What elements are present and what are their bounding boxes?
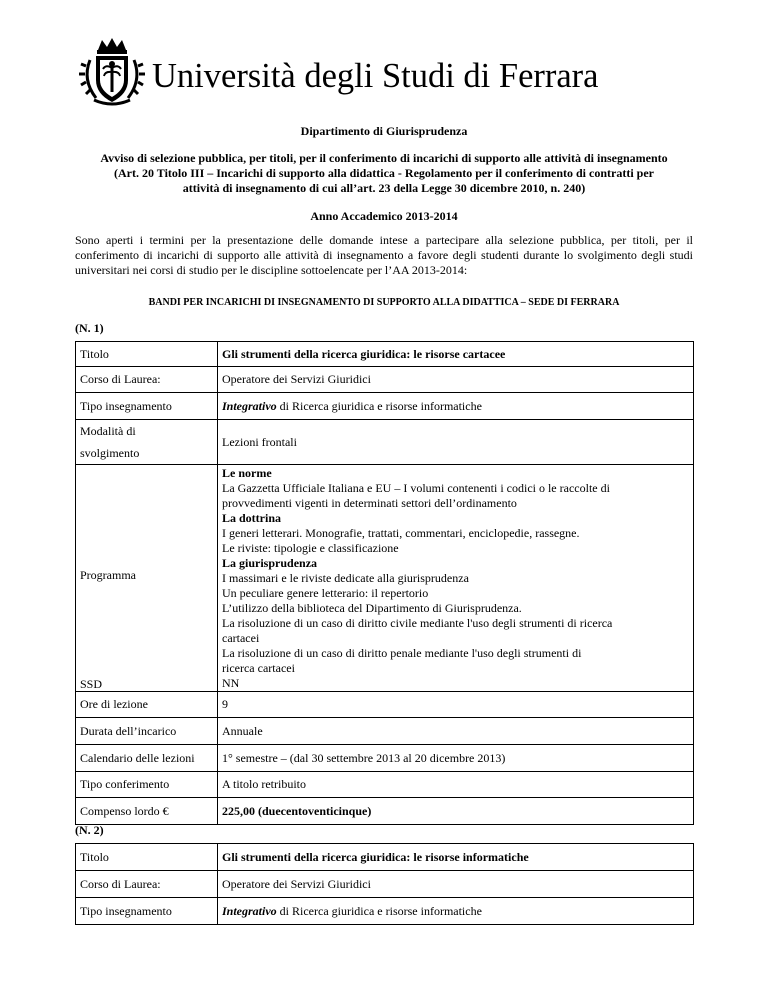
tipo-label: Tipo insegnamento bbox=[76, 898, 218, 925]
tipo-value-rest: di Ricerca giuridica e risorse informatiche bbox=[276, 903, 482, 918]
programma-line: I massimari e le riviste dedicate alla giurisprudenza bbox=[222, 570, 469, 585]
notice-title-line: (Art. 20 Titolo III – Incarichi di supporto alla didattica - Regolamento per il conferimento di contratti per bbox=[114, 166, 654, 180]
table-row bbox=[76, 844, 694, 871]
table-row bbox=[76, 393, 694, 420]
ore-value: 9 bbox=[218, 692, 694, 718]
calendario-label: Calendario delle lezioni bbox=[76, 745, 218, 772]
table-row bbox=[76, 718, 694, 745]
bando-number: (N. 2) bbox=[75, 823, 104, 837]
titolo-value: Gli strumenti della ricerca giuridica: le risorse informatiche bbox=[218, 844, 694, 871]
modalita-value: Lezioni frontali bbox=[218, 420, 694, 465]
programma-line: cartacei bbox=[222, 630, 260, 645]
programma-line: La risoluzione di un caso di diritto civile mediante l'uso degli strumenti di ricerca bbox=[222, 615, 613, 630]
table-row bbox=[76, 772, 694, 798]
tipo-value bbox=[218, 393, 694, 420]
department-name: Dipartimento di Giurisprudenza bbox=[300, 124, 468, 138]
tipo-value-emphasis: Integrativo bbox=[222, 903, 277, 918]
university-name: Università degli Studi di Ferrara bbox=[152, 57, 599, 95]
programma-label-cell bbox=[76, 465, 218, 692]
programma-line: Le riviste: tipologie e classificazione bbox=[222, 540, 399, 555]
bando-table-2 bbox=[75, 843, 694, 925]
durata-value: Annuale bbox=[218, 718, 694, 745]
programma-line: La risoluzione di un caso di diritto penale mediante l'uso degli strumenti di bbox=[222, 645, 582, 660]
titolo-label: Titolo bbox=[76, 342, 218, 367]
programma-line: La Gazzetta Ufficiale Italiana e EU – I volumi contenenti i codici o le raccolte di bbox=[222, 480, 610, 495]
corso-label: Corso di Laurea: bbox=[76, 367, 218, 393]
compenso-label: Compenso lordo € bbox=[76, 798, 218, 825]
programma-label: Programma bbox=[80, 568, 136, 582]
tipo-label: Tipo insegnamento bbox=[76, 393, 218, 420]
programma-value bbox=[218, 465, 694, 692]
notice-title bbox=[70, 151, 698, 196]
modalita-label bbox=[76, 420, 218, 465]
programma-line: Un peculiare genere letterario: il repertorio bbox=[222, 585, 429, 600]
programma-line: Le norme bbox=[222, 465, 272, 480]
table-row bbox=[76, 367, 694, 393]
table-row bbox=[76, 420, 694, 465]
titolo-value: Gli strumenti della ricerca giuridica: le risorse cartacee bbox=[218, 342, 694, 367]
corso-label: Corso di Laurea: bbox=[76, 871, 218, 898]
modalita-label-line: Modalità di bbox=[80, 424, 136, 438]
tipo-value bbox=[218, 898, 694, 925]
ssd-label: SSD bbox=[80, 677, 103, 691]
conferimento-label: Tipo conferimento bbox=[76, 772, 218, 798]
ssd-value: NN bbox=[222, 675, 240, 690]
programma-line: I generi letterari. Monografie, trattati, commentari, enciclopedie, rassegne. bbox=[222, 525, 580, 540]
programma-line: ricerca cartacei bbox=[222, 660, 295, 675]
titolo-label: Titolo bbox=[76, 844, 218, 871]
bando-number: (N. 1) bbox=[75, 321, 104, 335]
table-row bbox=[76, 745, 694, 772]
calendario-value: 1° semestre – (dal 30 settembre 2013 al 20 dicembre 2013) bbox=[218, 745, 694, 772]
bando-table-1 bbox=[75, 341, 694, 825]
conferimento-value: A titolo retribuito bbox=[218, 772, 694, 798]
table-row bbox=[76, 465, 694, 692]
programma-line: provvedimenti vigenti in determinati settori dell’ordinamento bbox=[222, 495, 517, 510]
ore-label: Ore di lezione bbox=[76, 692, 218, 718]
bandi-heading: BANDI PER INCARICHI DI INSEGNAMENTO DI SUPPORTO ALLA DIDATTICA – SEDE DI FERRARA bbox=[148, 297, 620, 308]
academic-year: Anno Accademico 2013-2014 bbox=[310, 209, 458, 223]
durata-label: Durata dell’incarico bbox=[76, 718, 218, 745]
university-crest-logo bbox=[76, 36, 148, 108]
tipo-value-emphasis: Integrativo bbox=[222, 398, 277, 413]
corso-value: Operatore dei Servizi Giuridici bbox=[218, 367, 694, 393]
table-row bbox=[76, 342, 694, 367]
intro-paragraph: Sono aperti i termini per la presentazione delle domande intese a partecipare alla selezione pubblica, per titoli, per il conferimento di incarichi di supporto alle attività di insegnamento a favore degli studenti durante lo svolgimento degli studi universitari nei corsi di studio per le discipline sottoelencate per l’AA 2013-2014: bbox=[75, 233, 693, 277]
programma-line: La dottrina bbox=[222, 510, 282, 525]
tipo-value-rest: di Ricerca giuridica e risorse informatiche bbox=[276, 398, 482, 413]
programma-line: La giurisprudenza bbox=[222, 555, 318, 570]
table-row bbox=[76, 871, 694, 898]
compenso-value: 225,00 (duecentoventicinque) bbox=[218, 798, 694, 825]
table-row bbox=[76, 692, 694, 718]
table-row bbox=[76, 898, 694, 925]
programma-line: L’utilizzo della biblioteca del Dipartimento di Giurisprudenza. bbox=[222, 600, 522, 615]
notice-title-line: Avviso di selezione pubblica, per titoli, per il conferimento di incarichi di supporto alle attività di insegnamento bbox=[100, 151, 668, 165]
notice-title-line: attività di insegnamento di cui all’art. 23 della Legge 30 dicembre 2010, n. 240) bbox=[182, 181, 586, 195]
corso-value: Operatore dei Servizi Giuridici bbox=[218, 871, 694, 898]
modalita-label-line: svolgimento bbox=[80, 446, 140, 460]
table-row bbox=[76, 798, 694, 825]
